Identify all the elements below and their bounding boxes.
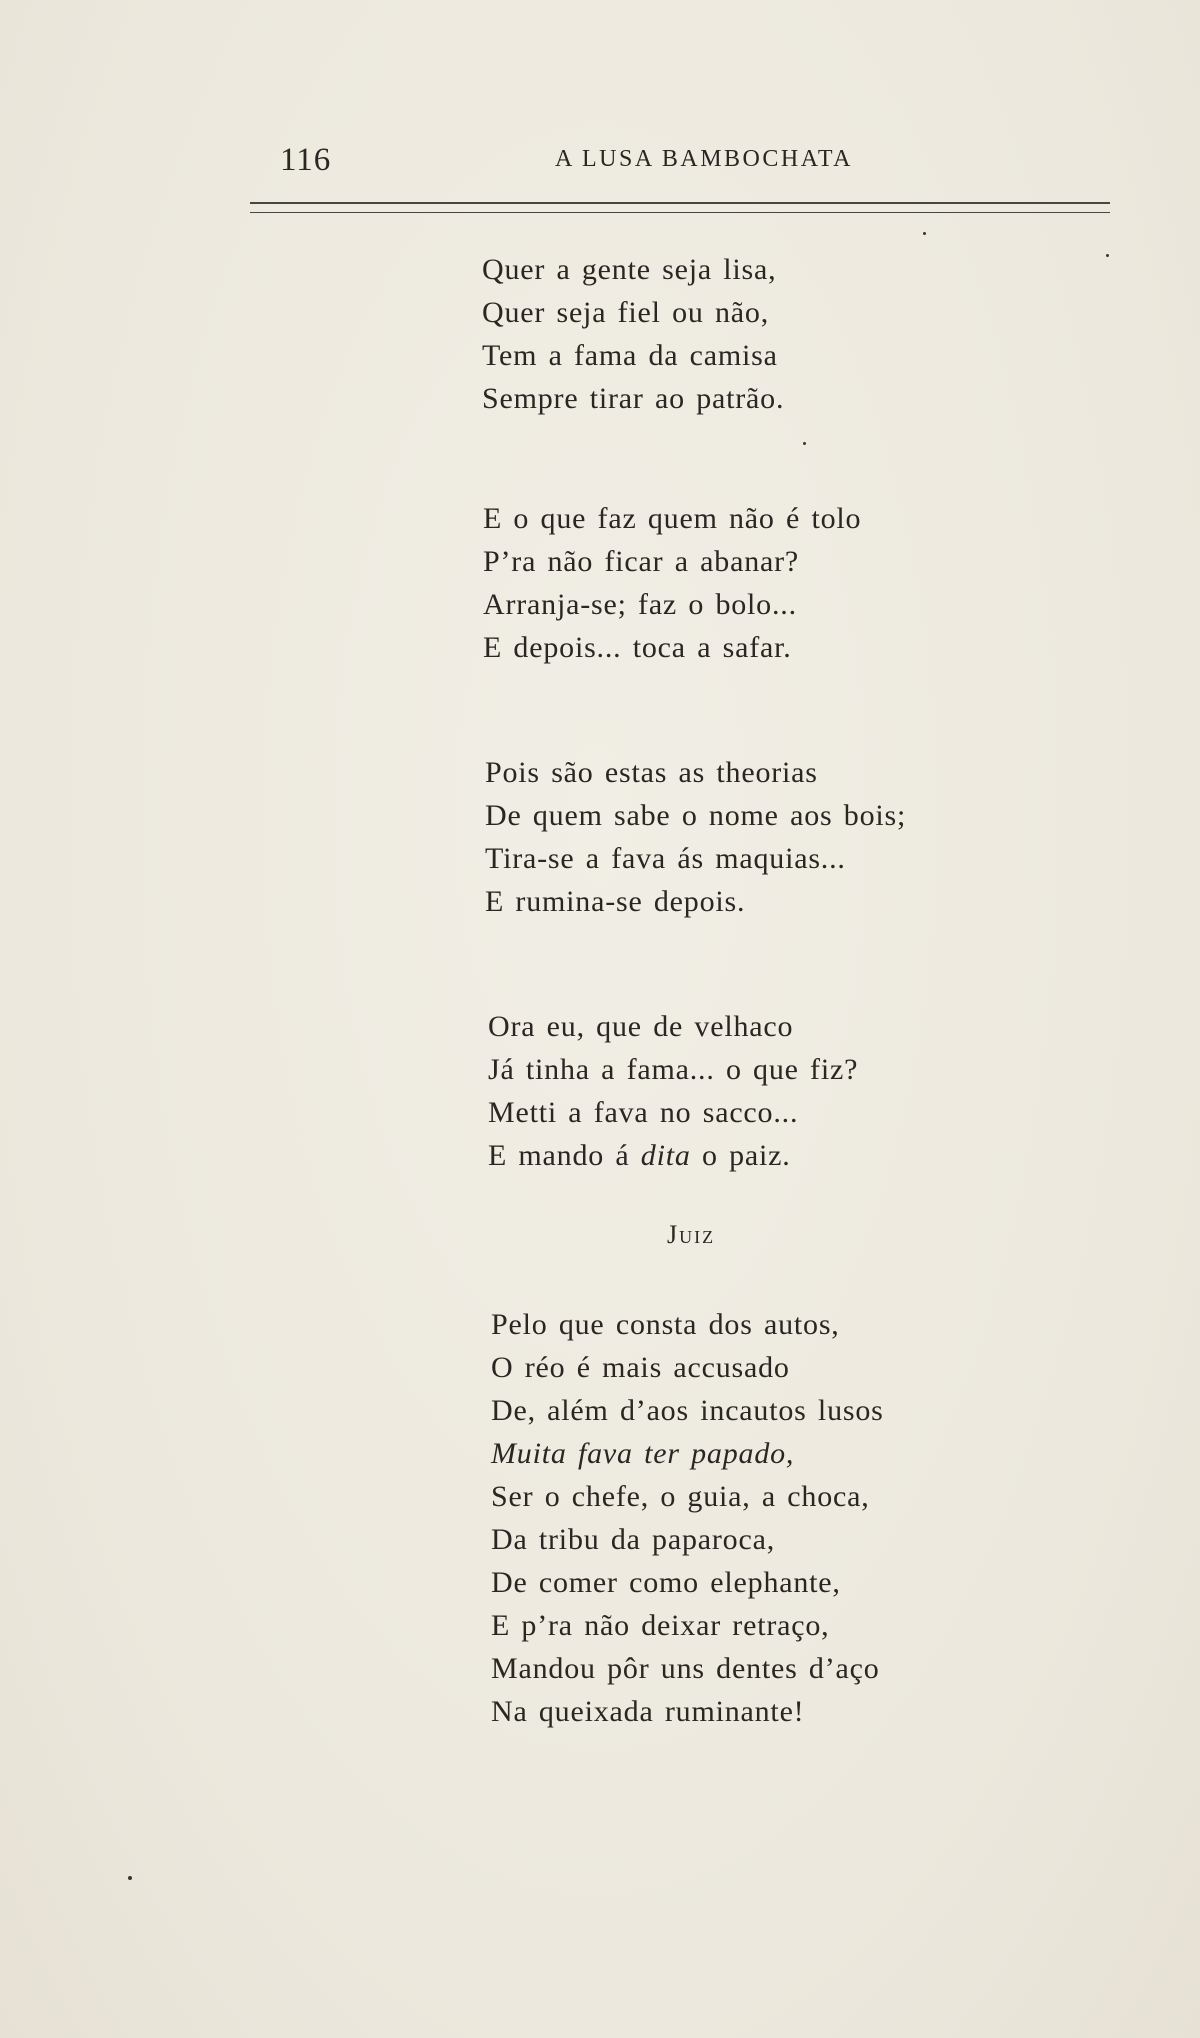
verse-text: E mando á bbox=[488, 1139, 641, 1172]
paper-speck bbox=[1106, 254, 1109, 257]
verse-line bbox=[482, 377, 784, 420]
running-title: A LUSA BAMBOCHATA bbox=[555, 146, 853, 172]
page-header bbox=[280, 142, 1080, 182]
verse-line bbox=[491, 1561, 884, 1604]
verse-line bbox=[491, 1475, 884, 1518]
verse-text: De comer como elephante, bbox=[491, 1566, 841, 1599]
verse-text: Pois são estas as theorias bbox=[485, 756, 818, 789]
header-rule bbox=[250, 202, 1110, 213]
verse-text: Tira-se a fava ás maquias... bbox=[485, 842, 846, 875]
verse-text: O réo é mais accusado bbox=[491, 1351, 790, 1384]
verse-text: E depois... toca a safar. bbox=[483, 631, 792, 664]
paper-speck bbox=[128, 1876, 132, 1880]
verse-text: De quem sabe o nome aos bois; bbox=[485, 799, 907, 832]
verse-text: Na queixada ruminante! bbox=[491, 1695, 805, 1728]
stanza-1 bbox=[482, 248, 784, 420]
speaker-label: Juiz bbox=[667, 1220, 716, 1249]
italic-text: dita bbox=[640, 1139, 691, 1172]
verse-line bbox=[482, 334, 784, 377]
verse-text: De, além d’aos incautos lusos bbox=[491, 1394, 884, 1427]
verse-line bbox=[483, 583, 861, 626]
verse-line bbox=[491, 1604, 884, 1647]
verse-line bbox=[488, 1048, 858, 1091]
verse-line bbox=[491, 1647, 884, 1690]
verse-line bbox=[485, 751, 906, 794]
verse-line bbox=[491, 1303, 884, 1346]
page-number: 116 bbox=[280, 142, 332, 178]
verse-line bbox=[485, 794, 906, 837]
italic-text: Muita fava ter papado, bbox=[491, 1437, 795, 1470]
paper-speck bbox=[803, 442, 806, 445]
paper-speck bbox=[923, 232, 926, 235]
verse-line bbox=[488, 1005, 858, 1048]
verse-text: Quer seja fiel ou não, bbox=[482, 296, 770, 329]
verdict-stanza bbox=[491, 1303, 884, 1733]
stanza-4 bbox=[488, 1005, 858, 1177]
verse-line bbox=[485, 880, 906, 923]
verse-text: Da tribu da paparoca, bbox=[491, 1523, 776, 1556]
verse-text: Metti a fava no sacco... bbox=[488, 1096, 799, 1129]
verse-text: o paiz. bbox=[690, 1139, 791, 1172]
verse-line bbox=[483, 497, 861, 540]
verse-line bbox=[491, 1389, 884, 1432]
verse-line bbox=[482, 291, 784, 334]
verse-text: Ser o chefe, o guia, a choca, bbox=[491, 1480, 870, 1513]
verse-line bbox=[483, 626, 861, 669]
verse-text: Quer a gente seja lisa, bbox=[482, 253, 777, 286]
verse-line bbox=[488, 1091, 858, 1134]
verse-line bbox=[483, 540, 861, 583]
verse-text: Mandou pôr uns dentes d’aço bbox=[491, 1652, 880, 1685]
verse-line bbox=[491, 1518, 884, 1561]
verse-line bbox=[488, 1134, 858, 1177]
verse-line bbox=[491, 1432, 884, 1475]
verse-text: E p’ra não deixar retraço, bbox=[491, 1609, 830, 1642]
verse-text: Sempre tirar ao patrão. bbox=[482, 382, 785, 415]
verse-line bbox=[491, 1690, 884, 1733]
verse-text: Arranja-se; faz o bolo... bbox=[483, 588, 797, 621]
verse-line bbox=[485, 837, 906, 880]
verse-text: Pelo que consta dos autos, bbox=[491, 1308, 840, 1341]
stanza-2 bbox=[483, 497, 861, 669]
verse-text: Já tinha a fama... o que fiz? bbox=[488, 1053, 859, 1086]
stanza-3 bbox=[485, 751, 906, 923]
verse-line bbox=[491, 1346, 884, 1389]
verse-text: E o que faz quem não é tolo bbox=[483, 502, 862, 535]
verse-text: Ora eu, que de velhaco bbox=[488, 1010, 794, 1043]
verse-line bbox=[482, 248, 784, 291]
verse-text: Tem a fama da camisa bbox=[482, 339, 778, 372]
verse-text: E rumina-se depois. bbox=[485, 885, 746, 918]
verse-text: P’ra não ficar a abanar? bbox=[483, 545, 800, 578]
